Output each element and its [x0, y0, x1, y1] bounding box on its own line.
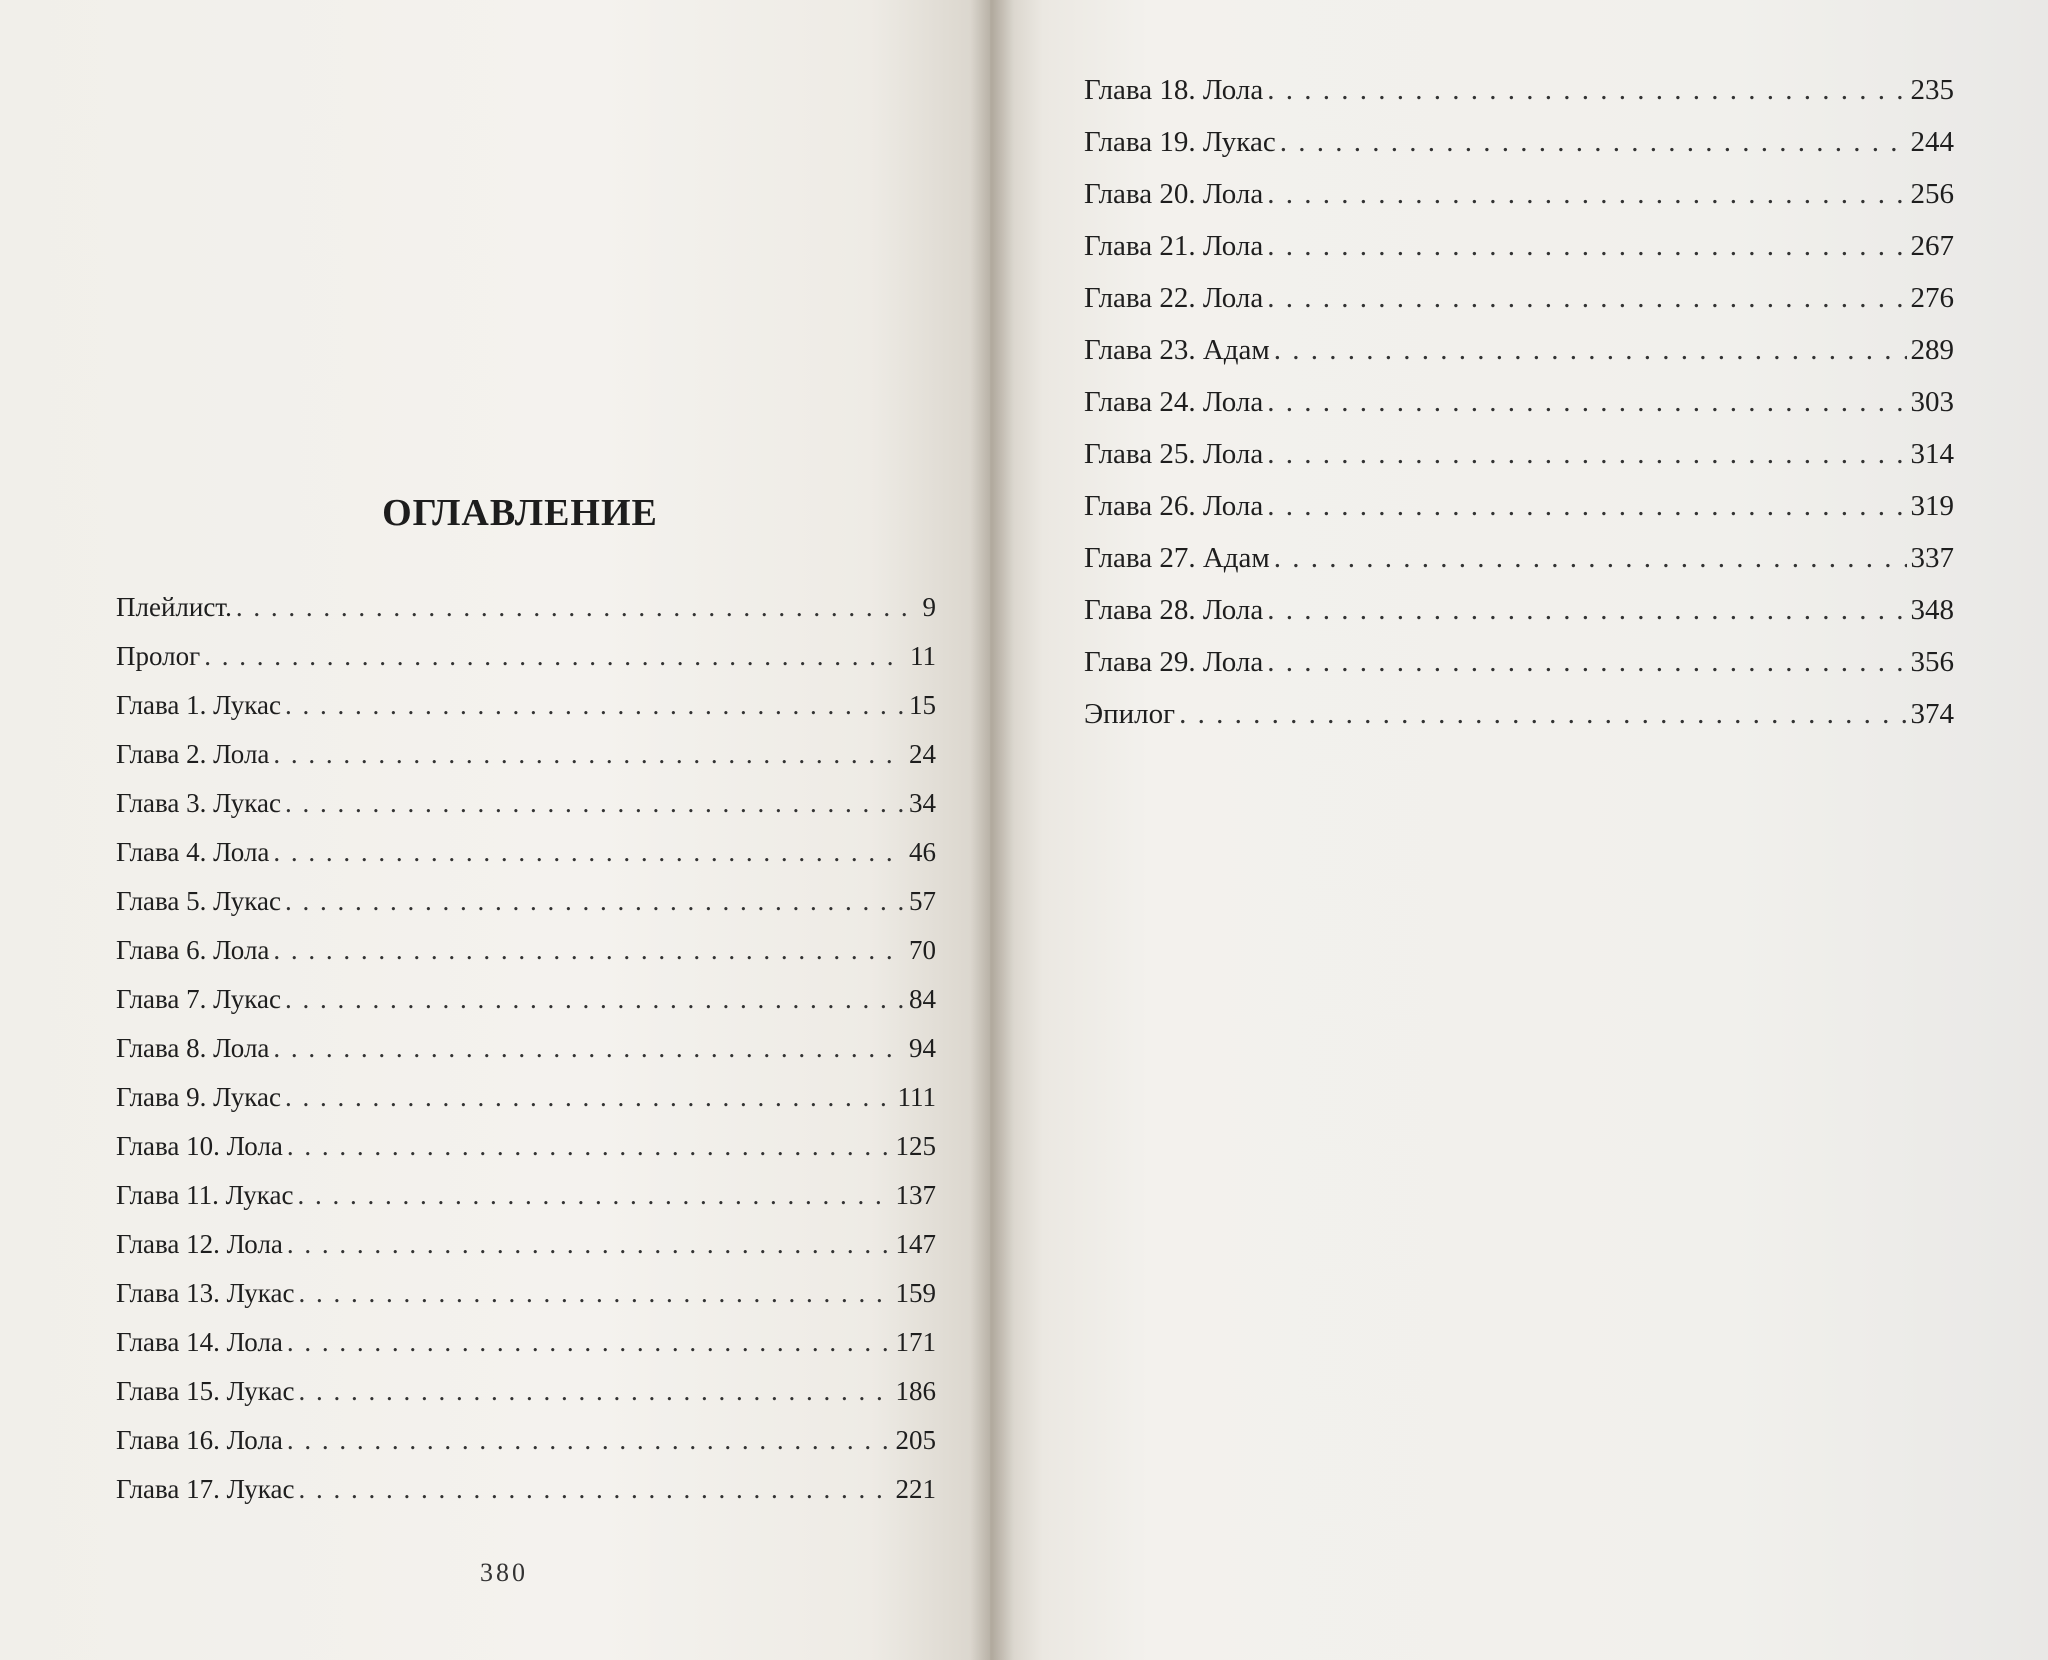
dot-leader [1267, 230, 1906, 263]
toc-entry [1084, 438, 1954, 490]
toc-entry-page: 314 [1910, 438, 1954, 470]
toc-entry-title: Плейлист. [116, 592, 232, 622]
toc-entry-title: Глава 23. Адам [1084, 334, 1270, 366]
toc-entry-title: Глава 28. Лола [1084, 594, 1264, 626]
toc-entry [116, 1131, 936, 1180]
dot-leader [298, 1278, 891, 1309]
toc-entry-page: 319 [1910, 490, 1954, 522]
toc-entry [116, 1327, 936, 1376]
toc-entry-title: Глава 17. Лукас [116, 1474, 295, 1504]
toc-entry-page: 125 [895, 1131, 936, 1161]
toc-entry [116, 1033, 936, 1082]
toc-entry-page: 70 [909, 935, 936, 965]
dot-leader [236, 592, 919, 623]
toc-entry-page: 356 [1910, 646, 1954, 678]
book-gutter [970, 0, 1014, 1660]
toc-entry [116, 1474, 936, 1523]
toc-entry-page: 11 [910, 641, 936, 671]
toc-entry-page: 46 [909, 837, 936, 867]
toc-entry [1084, 646, 1954, 698]
toc-entry-page: 289 [1910, 334, 1954, 366]
toc-list-right [1084, 74, 1954, 750]
toc-entry [116, 592, 936, 641]
toc-entry [1084, 386, 1954, 438]
toc-entry-title: Пролог [116, 641, 201, 671]
dot-leader [285, 690, 905, 721]
dot-leader [285, 1082, 894, 1113]
dot-leader [297, 1180, 891, 1211]
dot-leader [1267, 282, 1906, 315]
toc-entry-title: Глава 18. Лола [1084, 74, 1264, 106]
toc-entry [1084, 594, 1954, 646]
right-page [990, 0, 2048, 1660]
toc-entry [116, 1180, 936, 1229]
toc-entry-title: Глава 14. Лола [116, 1327, 283, 1357]
toc-entry-page: 186 [895, 1376, 936, 1406]
toc-entry-title: Глава 2. Лола [116, 739, 270, 769]
toc-entry-title: Глава 27. Адам [1084, 542, 1270, 574]
dot-leader [287, 1131, 892, 1162]
toc-entry [116, 886, 936, 935]
toc-entry-title: Глава 5. Лукас [116, 886, 281, 916]
toc-entry-page: 84 [909, 984, 936, 1014]
toc-entry-page: 205 [895, 1425, 936, 1455]
toc-entry-page: 244 [1910, 126, 1954, 158]
toc-entry-title: Глава 10. Лола [116, 1131, 283, 1161]
toc-entry-title: Эпилог [1084, 698, 1176, 730]
toc-entry [116, 1229, 936, 1278]
dot-leader [1267, 386, 1906, 419]
dot-leader [1267, 594, 1906, 627]
dot-leader [298, 1376, 891, 1407]
toc-entry-page: 303 [1910, 386, 1954, 418]
toc-entry-page: 15 [909, 690, 936, 720]
toc-entry-page: 276 [1910, 282, 1954, 314]
dot-leader [273, 837, 905, 868]
toc-entry [116, 788, 936, 837]
toc-list-left [116, 592, 936, 1523]
dot-leader [1274, 334, 1907, 367]
toc-entry-page: 171 [895, 1327, 936, 1357]
dot-leader [1267, 438, 1906, 471]
toc-entry-page: 221 [895, 1474, 936, 1504]
dot-leader [287, 1327, 892, 1358]
toc-entry [116, 1278, 936, 1327]
toc-entry-title: Глава 20. Лола [1084, 178, 1264, 210]
toc-entry [116, 1425, 936, 1474]
toc-entry-title: Глава 6. Лола [116, 935, 270, 965]
toc-entry [116, 1082, 936, 1131]
toc-entry-title: Глава 1. Лукас [116, 690, 281, 720]
dot-leader [204, 641, 906, 672]
toc-entry-title: Глава 7. Лукас [116, 984, 281, 1014]
toc-entry-title: Глава 15. Лукас [116, 1376, 295, 1406]
dot-leader [298, 1474, 891, 1505]
toc-entry-page: 24 [909, 739, 936, 769]
toc-entry [116, 739, 936, 788]
toc-entry [116, 935, 936, 984]
toc-entry-title: Глава 22. Лола [1084, 282, 1264, 314]
dot-leader [1267, 74, 1906, 107]
toc-entry [116, 984, 936, 1033]
toc-entry-title: Глава 12. Лола [116, 1229, 283, 1259]
toc-entry [116, 690, 936, 739]
toc-entry-page: 348 [1910, 594, 1954, 626]
toc-entry-page: 267 [1910, 230, 1954, 262]
toc-entry-page: 111 [897, 1082, 936, 1112]
toc-entry [116, 1376, 936, 1425]
toc-entry-title: Глава 21. Лола [1084, 230, 1264, 262]
dot-leader [1280, 126, 1907, 159]
toc-entry-title: Глава 19. Лукас [1084, 126, 1276, 158]
toc-entry-page: 159 [895, 1278, 936, 1308]
dot-leader [1267, 490, 1906, 523]
dot-leader [1274, 542, 1907, 575]
toc-entry [1084, 282, 1954, 334]
dot-leader [1179, 698, 1906, 731]
toc-entry [116, 641, 936, 690]
left-page [0, 0, 990, 1660]
toc-entry [1084, 178, 1954, 230]
toc-entry-title: Глава 8. Лола [116, 1033, 270, 1063]
toc-entry-title: Глава 26. Лола [1084, 490, 1264, 522]
toc-entry-title: Глава 25. Лола [1084, 438, 1264, 470]
toc-entry-title: Глава 16. Лола [116, 1425, 283, 1455]
toc-entry-page: 256 [1910, 178, 1954, 210]
dot-leader [273, 1033, 905, 1064]
page-number: 380 [480, 1558, 528, 1587]
toc-entry-page: 137 [895, 1180, 936, 1210]
dot-leader [287, 1425, 892, 1456]
toc-entry-page: 147 [895, 1229, 936, 1259]
toc-entry-title: Глава 24. Лола [1084, 386, 1264, 418]
toc-entry-page: 235 [1910, 74, 1954, 106]
toc-entry [1084, 74, 1954, 126]
toc-entry-title: Глава 13. Лукас [116, 1278, 295, 1308]
toc-entry-page: 337 [1910, 542, 1954, 574]
toc-entry-page: 9 [922, 592, 936, 622]
page-title: ОГЛАВЛЕНИЕ [382, 492, 658, 535]
dot-leader [1267, 646, 1906, 679]
dot-leader [273, 935, 905, 966]
toc-entry-page: 57 [909, 886, 936, 916]
dot-leader [285, 788, 905, 819]
toc-entry [116, 837, 936, 886]
dot-leader [287, 1229, 892, 1260]
toc-entry [1084, 334, 1954, 386]
toc-entry-page: 374 [1910, 698, 1954, 730]
toc-entry [1084, 490, 1954, 542]
dot-leader [1267, 178, 1906, 211]
toc-entry-page: 34 [909, 788, 936, 818]
toc-entry-title: Глава 29. Лола [1084, 646, 1264, 678]
toc-entry-title: Глава 9. Лукас [116, 1082, 281, 1112]
toc-entry [1084, 230, 1954, 282]
toc-entry-title: Глава 11. Лукас [116, 1180, 294, 1210]
toc-entry [1084, 698, 1954, 750]
toc-entry [1084, 542, 1954, 594]
toc-entry-title: Глава 3. Лукас [116, 788, 281, 818]
dot-leader [273, 739, 905, 770]
toc-entry [1084, 126, 1954, 178]
dot-leader [285, 984, 905, 1015]
toc-entry-title: Глава 4. Лола [116, 837, 270, 867]
dot-leader [285, 886, 905, 917]
toc-entry-page: 94 [909, 1033, 936, 1063]
